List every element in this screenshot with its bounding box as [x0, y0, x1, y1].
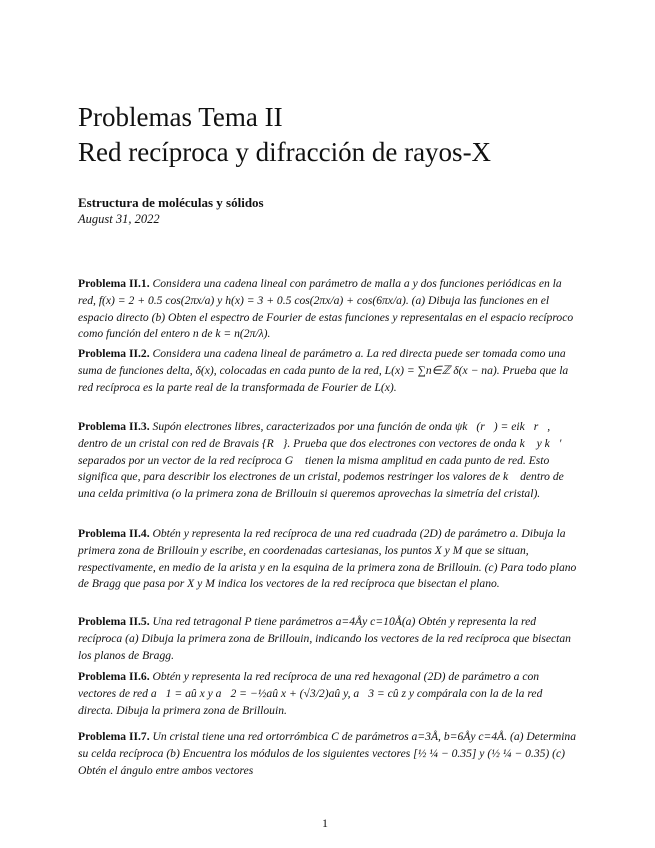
document-meta [78, 194, 578, 227]
problem-label: Problema II.6. [78, 670, 150, 683]
problem-text: Considera una cadena lineal con parámetro de malla a y dos funciones periódicas en la red, f(x) = 2 + 0.5 cos(2πx/a) y h(x) = 3 + 0.5 cos(2πx/a) + cos(6πx/a). (a) Dibuja las funciones en el espacio directo (b) Obten el espectro de Fourier de estas funciones y representalas en el espacio recíproco como función del entero n de k = n(2π/λ). [78, 277, 574, 341]
problem-text: Un cristal tiene una red ortorrómbica C de parámetros a=3Å, b=6Åy c=4Å. (a) Determina su celda recíproca (b) Encuentra los módulos de los siguientes vectores [½ ¼ − 0.35] y (½ ¼ − 0.35) (c) Obtén el ángulo entre ambos vectores [78, 730, 577, 777]
course-name: Estructura de moléculas y sólidos [78, 195, 264, 210]
problem-label: Problema II.4. [78, 527, 150, 540]
title-line-1: Problemas Tema II [78, 102, 283, 132]
problem-II-4 [78, 526, 580, 593]
problem-text: Obtén y representa la red recíproca de una red hexagonal (2D) de parámetro a con vectores de red a⃗1 = aû x y a⃗2 = −½aû x + (√3/2)aû y, a⃗3 = cû z y compárala con la de la red directa. Dibuja la primera zona de Brillouin. [78, 670, 543, 717]
problem-text: Obtén y representa la red recíproca de una red cuadrada (2D) de parámetro a. Dibuja la primera zona de Brillouin y escribe, en coordenadas cartesianas, los puntos X y M que se situan, respectivamente, en medio de la arista y en la esquina de la primera zona de Brillouin. (c) Para todo plano de Bragg que pasa por X y M indica los vectores de la red recíproca que bisectan el plano. [78, 527, 577, 591]
problem-text: Considera una cadena lineal de parámetro a. La red directa puede ser tomada como una suma de funciones delta, δ(x), colocadas en cada punto de la red, L(x) = ∑n∈ℤ δ(x − na). Prueba que la red recíproca es la parte real de la transformada de Fourier de L(x). [78, 347, 569, 394]
page-number: 1 [322, 816, 328, 830]
problem-label: Problema II.1. [78, 277, 150, 290]
problem-text: Supón electrones libres, caracterizados por una función de onda ψk⃗(r⃗) = eik⃗r⃗, dentro de un cristal con red de Bravais {R⃗}. Prueba que dos electrones con vectores de onda k⃗ y k⃗′ separados por un vector de la red recíproca G⃗ tienen la misma amplitud en cada punto de red. Esto significa que, para describir los electrones de un cristal, podemos restringer los valores de k⃗ dentro de una celda primitiva (o la primera zona de Brillouin si queremos aprovechas la simetría del cristal). [78, 420, 564, 501]
problem-label: Problema II.5. [78, 615, 150, 628]
problem-II-3 [78, 419, 580, 503]
problem-II-2 [78, 346, 580, 396]
problem-II-1 [78, 276, 580, 343]
problem-text: Una red tetragonal P tiene parámetros a=4Åy c=10Å(a) Obtén y representa la red recíproca (a) Dibuja la primera zona de Brillouin, indicando los vectores de la red recíproca que bisectan los planos de Bragg. [78, 615, 571, 662]
problem-label: Problema II.7. [78, 730, 150, 743]
page-title [78, 100, 598, 170]
problem-II-7 [78, 729, 580, 779]
problem-II-6 [78, 669, 580, 719]
title-line-2: Red recíproca y difracción de rayos-X [78, 137, 492, 167]
problem-II-5 [78, 614, 580, 664]
problem-label: Problema II.2. [78, 347, 150, 360]
problem-label: Problema II.3. [78, 420, 150, 433]
document-date: August 31, 2022 [78, 212, 160, 226]
